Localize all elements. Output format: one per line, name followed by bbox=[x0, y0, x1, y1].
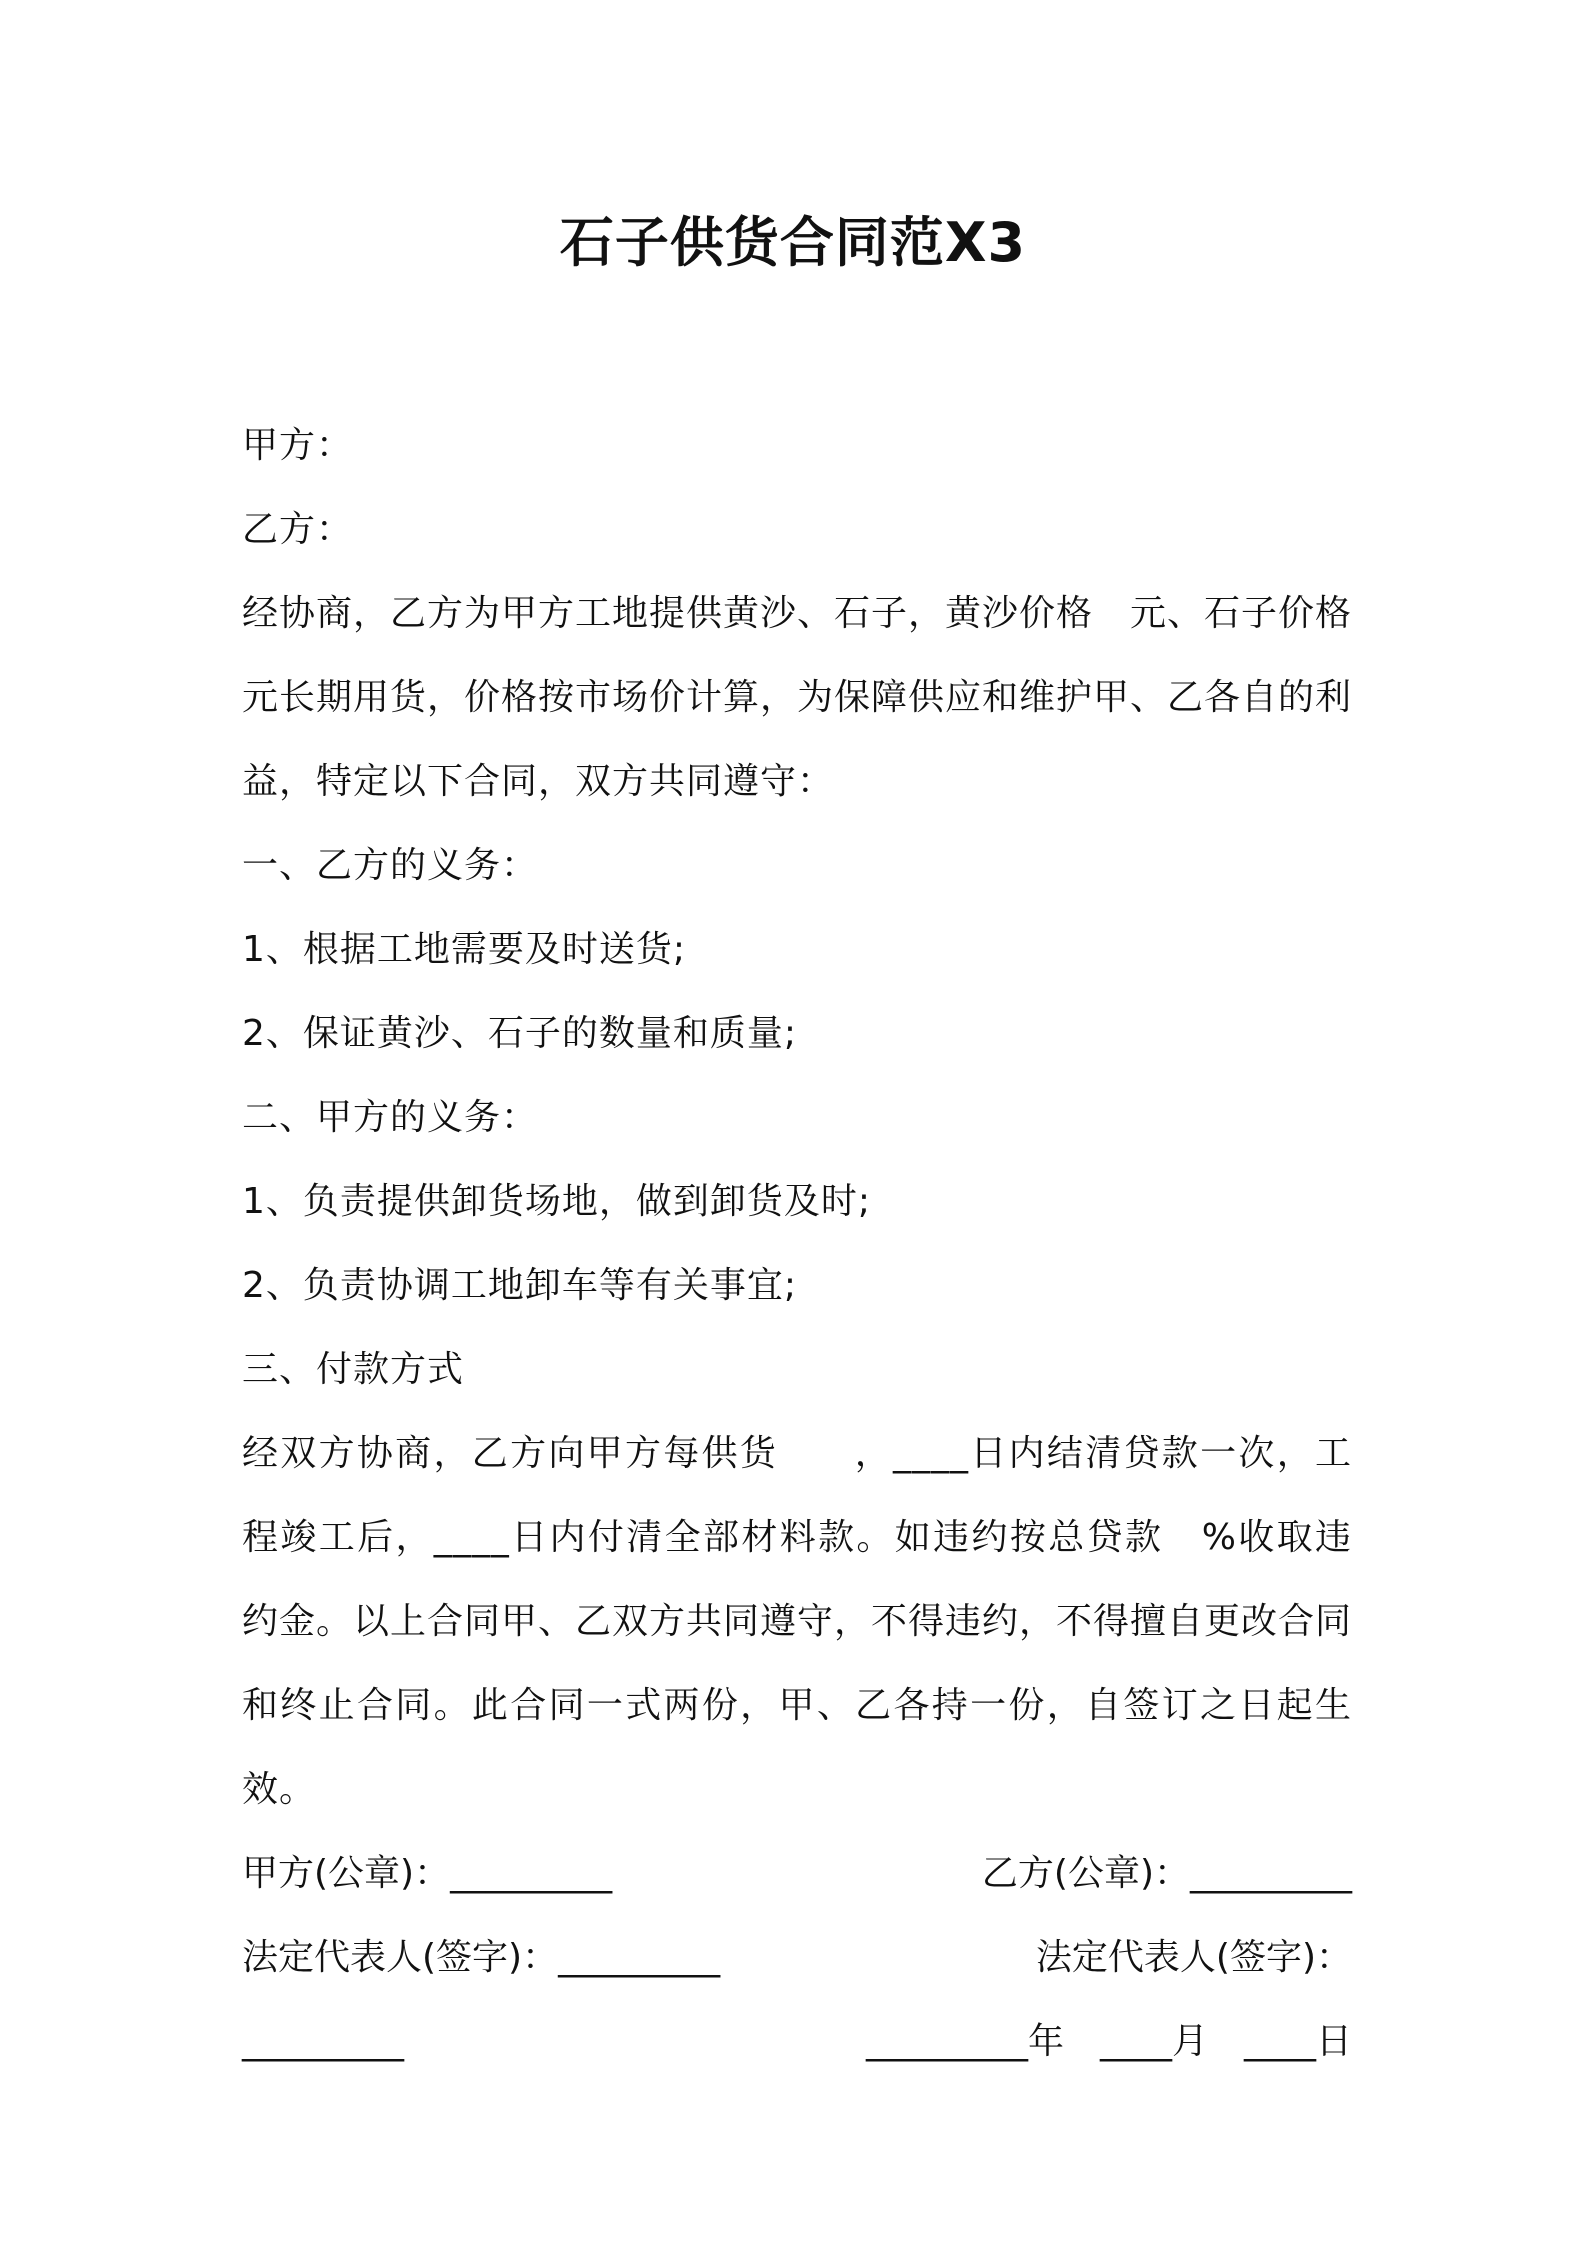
party-a-representative: 法定代表人(签字)：_________ bbox=[242, 1937, 721, 1978]
section-1-item-2: 2、保证黄沙、石子的数量和质量; bbox=[242, 1013, 798, 1054]
payment-paragraph: 经双方协商，乙方向甲方每供货 ，____日内结清贷款一次，工程竣工后，____日内付清全部材料款。如违约按总贷款 %收取违约金。以上合同甲、乙双方共同遵守，不得违约，不得擅自更改合同和终止合同。此合同一式两份，甲、乙各持一份，自签订之日起生效。 bbox=[242, 1433, 1353, 1810]
section-3-heading: 三、付款方式 bbox=[242, 1349, 465, 1390]
section-2-item-1: 1、负责提供卸货场地，做到卸货及时; bbox=[242, 1181, 872, 1222]
section-2-item-2: 2、负责协调工地卸车等有关事宜; bbox=[242, 1265, 798, 1306]
party-a-seal: 甲方(公章)：_________ bbox=[242, 1853, 613, 1894]
section-1-heading: 一、乙方的义务： bbox=[242, 845, 539, 886]
party-b-seal: 乙方(公章)：_________ bbox=[981, 1853, 1352, 1894]
party-b-representative: 法定代表人(签字)： bbox=[1035, 1937, 1352, 1978]
representative-row bbox=[242, 1916, 1352, 2000]
intro-paragraph: 经协商，乙方为甲方工地提供黄沙、石子，黄沙价格 元、石子价格 元长期用货，价格按市场价计算，为保障供应和维护甲、乙各自的利益，特定以下合同，双方共同遵守： bbox=[242, 593, 1390, 802]
section-1-item-1: 1、根据工地需要及时送货; bbox=[242, 929, 687, 970]
seal-row bbox=[242, 1832, 1352, 1916]
party-b-label: 乙方： bbox=[242, 509, 354, 550]
section-2-heading: 二、甲方的义务： bbox=[242, 1097, 539, 1138]
date-row bbox=[242, 2000, 1352, 2084]
document-body bbox=[242, 404, 1390, 2084]
party-a-label: 甲方： bbox=[242, 425, 354, 466]
date-left-blank: _________ bbox=[242, 2021, 404, 2062]
document-title: 石子供货合同范X3 bbox=[559, 211, 1027, 274]
signing-date: _________年 ____月 ____日 bbox=[865, 2021, 1352, 2062]
